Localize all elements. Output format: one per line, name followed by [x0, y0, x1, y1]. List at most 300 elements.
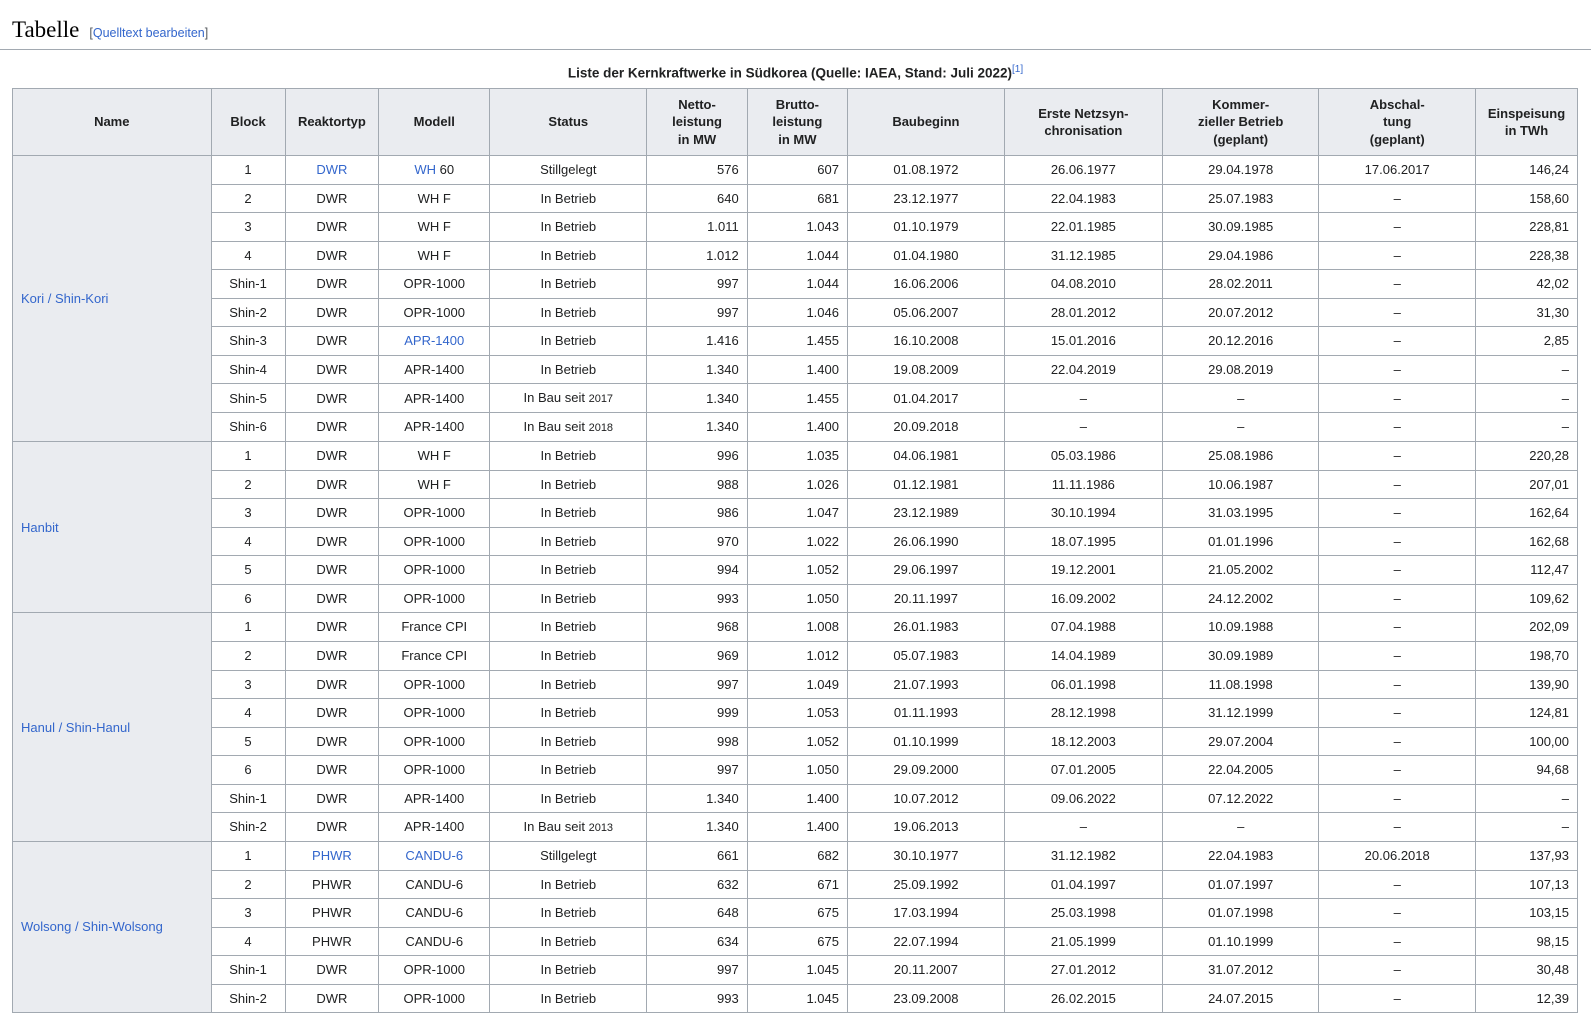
status-text: In Betrieb — [540, 276, 597, 292]
energy-supplied-cell: – — [1475, 784, 1577, 813]
construction-start-cell: 30.10.1977 — [848, 842, 1005, 871]
table-row — [13, 241, 1578, 270]
shutdown-cell: – — [1319, 270, 1476, 299]
block-cell: Shin-1 — [211, 956, 285, 985]
column-header-line: Reaktortyp — [297, 114, 366, 130]
gross-power-cell: 1.400 — [747, 813, 847, 842]
gross-power-cell: 682 — [747, 842, 847, 871]
status-text: In Betrieb — [540, 448, 597, 464]
reactor-type-cell: PHWR — [285, 899, 379, 928]
reactor-type-cell-link[interactable]: PHWR — [312, 848, 352, 864]
shutdown-cell: – — [1319, 556, 1476, 585]
energy-supplied-cell: 98,15 — [1475, 927, 1577, 956]
grid-connection-cell: 07.04.1988 — [1004, 613, 1162, 642]
gross-power-cell: 1.008 — [747, 613, 847, 642]
commercial-operation-cell: 24.07.2015 — [1162, 984, 1319, 1013]
commercial-operation-cell: 24.12.2002 — [1162, 584, 1319, 613]
table-header — [13, 89, 1578, 156]
status-cell — [490, 899, 647, 928]
shutdown-cell: – — [1319, 499, 1476, 528]
status-cell — [490, 927, 647, 956]
column-header-line: Block — [230, 114, 266, 130]
energy-supplied-cell: 207,01 — [1475, 470, 1577, 499]
grid-connection-cell: 28.12.1998 — [1004, 699, 1162, 728]
status-text: Stillgelegt — [540, 162, 597, 178]
table-row — [13, 613, 1578, 642]
reactor-type-cell[interactable] — [285, 842, 379, 871]
commercial-operation-cell: – — [1162, 413, 1319, 442]
shutdown-cell: – — [1319, 613, 1476, 642]
bracket-open: [ — [89, 26, 93, 40]
energy-supplied-cell: 42,02 — [1475, 270, 1577, 299]
commercial-operation-cell: 30.09.1989 — [1162, 641, 1319, 670]
construction-start-cell: 04.06.1981 — [848, 442, 1005, 471]
model-cell: OPR-1000 — [379, 298, 490, 327]
net-power-cell: 994 — [647, 556, 747, 585]
grid-connection-cell: 27.01.2012 — [1004, 956, 1162, 985]
net-power-cell: 998 — [647, 727, 747, 756]
reactor-type-cell: DWR — [285, 813, 379, 842]
block-cell: Shin-3 — [211, 327, 285, 356]
reactor-type-cell: DWR — [285, 584, 379, 613]
reactor-type-cell[interactable] — [285, 156, 379, 185]
construction-start-cell: 05.06.2007 — [848, 298, 1005, 327]
column-header-line: Status — [548, 114, 589, 130]
commercial-operation-cell: 22.04.1983 — [1162, 842, 1319, 871]
status-cell — [490, 156, 647, 185]
status-cell — [490, 241, 647, 270]
construction-start-cell: 26.06.1990 — [848, 527, 1005, 556]
model-cell: APR-1400 — [379, 813, 490, 842]
column-header — [1319, 89, 1476, 156]
net-power-cell: 997 — [647, 270, 747, 299]
table-row — [13, 499, 1578, 528]
block-cell: Shin-4 — [211, 355, 285, 384]
model-cell: OPR-1000 — [379, 270, 490, 299]
reactor-type-cell: DWR — [285, 613, 379, 642]
energy-supplied-cell: 30,48 — [1475, 956, 1577, 985]
construction-start-cell: 05.07.1983 — [848, 641, 1005, 670]
gross-power-cell: 671 — [747, 870, 847, 899]
gross-power-cell: 1.053 — [747, 699, 847, 728]
status-cell — [490, 956, 647, 985]
gross-power-cell: 1.047 — [747, 499, 847, 528]
status-text: Stillgelegt — [540, 848, 597, 864]
commercial-operation-cell: 25.08.1986 — [1162, 442, 1319, 471]
commercial-operation-cell: 07.12.2022 — [1162, 784, 1319, 813]
status-cell — [490, 756, 647, 785]
energy-supplied-cell: 202,09 — [1475, 613, 1577, 642]
plant-name-link[interactable]: Hanul / Shin-Hanul — [21, 719, 131, 735]
plant-name-link[interactable]: Kori / Shin-Kori — [21, 290, 109, 306]
energy-supplied-cell: 2,85 — [1475, 327, 1577, 356]
construction-start-cell: 20.11.2007 — [848, 956, 1005, 985]
shutdown-cell: – — [1319, 756, 1476, 785]
model-suffix: 60 — [436, 162, 455, 178]
reactor-type-cell: DWR — [285, 527, 379, 556]
net-power-cell: 576 — [647, 156, 747, 185]
net-power-cell: 1.340 — [647, 355, 747, 384]
gross-power-cell: 1.044 — [747, 241, 847, 270]
edit-source-label[interactable]: Quelltext bearbeiten — [92, 26, 205, 40]
grid-connection-cell: – — [1004, 413, 1162, 442]
status-year: 2017 — [588, 393, 614, 406]
plant-name-cell — [13, 613, 212, 842]
reactor-type-cell: DWR — [285, 413, 379, 442]
construction-start-cell: 17.03.1994 — [848, 899, 1005, 928]
construction-start-cell: 20.09.2018 — [848, 413, 1005, 442]
shutdown-cell: – — [1319, 870, 1476, 899]
commercial-operation-cell: 10.09.1988 — [1162, 613, 1319, 642]
construction-start-cell: 01.08.1972 — [848, 156, 1005, 185]
block-cell: 2 — [211, 641, 285, 670]
commercial-operation-cell: 29.04.1986 — [1162, 241, 1319, 270]
column-header — [13, 89, 212, 156]
block-cell: 2 — [211, 870, 285, 899]
table-caption — [12, 60, 1579, 89]
model-link[interactable]: CANDU-6 — [405, 848, 464, 864]
energy-supplied-cell: – — [1475, 384, 1577, 413]
model-cell: OPR-1000 — [379, 499, 490, 528]
net-power-cell: 970 — [647, 527, 747, 556]
gross-power-cell: 1.400 — [747, 784, 847, 813]
shutdown-cell: – — [1319, 184, 1476, 213]
model-cell: APR-1400 — [379, 784, 490, 813]
model-cell[interactable] — [379, 156, 490, 185]
status-cell — [490, 699, 647, 728]
gross-power-cell: 1.045 — [747, 956, 847, 985]
block-cell: Shin-1 — [211, 784, 285, 813]
status-cell — [490, 670, 647, 699]
construction-start-cell: 26.01.1983 — [848, 613, 1005, 642]
gross-power-cell: 1.050 — [747, 756, 847, 785]
commercial-operation-cell: 01.10.1999 — [1162, 927, 1319, 956]
model-cell: OPR-1000 — [379, 699, 490, 728]
grid-connection-cell: 25.03.1998 — [1004, 899, 1162, 928]
construction-start-cell: 16.06.2006 — [848, 270, 1005, 299]
block-cell: Shin-2 — [211, 984, 285, 1013]
energy-supplied-cell: 94,68 — [1475, 756, 1577, 785]
column-header-line: tung — [1383, 114, 1412, 130]
column-header-line: in MW — [778, 131, 817, 147]
energy-supplied-cell: 228,38 — [1475, 241, 1577, 270]
commercial-operation-cell: 28.02.2011 — [1162, 270, 1319, 299]
model-cell: WH F — [379, 213, 490, 242]
status-text: In Betrieb — [540, 505, 597, 521]
column-header-line: in MW — [677, 131, 717, 147]
section-heading — [0, 10, 1591, 50]
commercial-operation-cell: 20.12.2016 — [1162, 327, 1319, 356]
plant-name-cell — [13, 156, 212, 442]
table-row — [13, 899, 1578, 928]
gross-power-cell: 1.400 — [747, 413, 847, 442]
block-cell: 6 — [211, 756, 285, 785]
column-header-line: Erste Netzsyn- — [1038, 105, 1129, 121]
energy-supplied-cell: 162,68 — [1475, 527, 1577, 556]
grid-connection-cell: 16.09.2002 — [1004, 584, 1162, 613]
status-text: In Betrieb — [540, 304, 597, 320]
grid-connection-cell: – — [1004, 384, 1162, 413]
commercial-operation-cell: 01.01.1996 — [1162, 527, 1319, 556]
status-cell — [490, 413, 647, 442]
column-header-line: chronisation — [1044, 123, 1123, 139]
gross-power-cell: 1.044 — [747, 270, 847, 299]
reactor-type-cell: DWR — [285, 670, 379, 699]
net-power-cell: 969 — [647, 641, 747, 670]
grid-connection-cell: 31.12.1982 — [1004, 842, 1162, 871]
edit-source-link[interactable] — [89, 26, 208, 40]
status-text: In Betrieb — [540, 247, 597, 263]
status-text: In Betrieb — [540, 590, 597, 606]
grid-connection-cell: 31.12.1985 — [1004, 241, 1162, 270]
block-cell: 4 — [211, 241, 285, 270]
grid-connection-cell: – — [1004, 813, 1162, 842]
shutdown-cell: 17.06.2017 — [1319, 156, 1476, 185]
energy-supplied-cell: 112,47 — [1475, 556, 1577, 585]
reactor-type-cell: DWR — [285, 384, 379, 413]
table-row — [13, 842, 1578, 871]
net-power-cell: 999 — [647, 699, 747, 728]
commercial-operation-cell: 31.12.1999 — [1162, 699, 1319, 728]
plant-name-cell — [13, 442, 212, 613]
status-year: 2013 — [588, 822, 614, 835]
energy-supplied-cell: 107,13 — [1475, 870, 1577, 899]
model-cell: APR-1400 — [379, 413, 490, 442]
status-text: In Bau seit — [523, 419, 589, 435]
block-cell: Shin-2 — [211, 298, 285, 327]
model-cell[interactable] — [379, 842, 490, 871]
construction-start-cell: 22.07.1994 — [848, 927, 1005, 956]
block-cell: 4 — [211, 927, 285, 956]
commercial-operation-cell: 21.05.2002 — [1162, 556, 1319, 585]
reactor-type-cell-link[interactable]: DWR — [316, 162, 348, 178]
status-text: In Betrieb — [540, 733, 597, 749]
status-cell — [490, 298, 647, 327]
model-cell[interactable] — [379, 327, 490, 356]
column-header — [211, 89, 285, 156]
shutdown-cell: – — [1319, 670, 1476, 699]
table-header-row — [13, 89, 1578, 156]
column-header-line: zieller Betrieb — [1198, 114, 1284, 130]
status-cell — [490, 213, 647, 242]
status-text: In Betrieb — [540, 762, 597, 778]
table-row — [13, 527, 1578, 556]
shutdown-cell: – — [1319, 384, 1476, 413]
bracket-close: ] — [204, 26, 209, 40]
column-header — [1475, 89, 1577, 156]
gross-power-cell: 1.052 — [747, 727, 847, 756]
shutdown-cell: – — [1319, 699, 1476, 728]
block-cell: 3 — [211, 899, 285, 928]
shutdown-cell: 20.06.2018 — [1319, 842, 1476, 871]
gross-power-cell: 675 — [747, 899, 847, 928]
model-cell: OPR-1000 — [379, 556, 490, 585]
reactor-type-cell: DWR — [285, 984, 379, 1013]
table-row — [13, 213, 1578, 242]
column-header-line: Kommer- — [1212, 96, 1270, 112]
net-power-cell: 1.416 — [647, 327, 747, 356]
reactor-type-cell: DWR — [285, 241, 379, 270]
reactor-type-cell: DWR — [285, 355, 379, 384]
energy-supplied-cell: 139,90 — [1475, 670, 1577, 699]
reactor-type-cell: DWR — [285, 727, 379, 756]
model-link[interactable]: WH — [414, 162, 437, 178]
status-text: In Betrieb — [540, 790, 597, 806]
shutdown-cell: – — [1319, 899, 1476, 928]
table-row — [13, 442, 1578, 471]
reactor-type-cell: DWR — [285, 442, 379, 471]
block-cell: 4 — [211, 699, 285, 728]
model-cell: OPR-1000 — [379, 756, 490, 785]
status-text: In Betrieb — [540, 876, 597, 892]
commercial-operation-cell: 01.07.1997 — [1162, 870, 1319, 899]
gross-power-cell: 607 — [747, 156, 847, 185]
reactor-type-cell: DWR — [285, 699, 379, 728]
status-cell — [490, 584, 647, 613]
net-power-cell: 634 — [647, 927, 747, 956]
construction-start-cell: 29.09.2000 — [848, 756, 1005, 785]
shutdown-cell: – — [1319, 298, 1476, 327]
model-cell: OPR-1000 — [379, 727, 490, 756]
commercial-operation-cell: 25.07.1983 — [1162, 184, 1319, 213]
construction-start-cell: 21.07.1993 — [848, 670, 1005, 699]
reactor-type-cell: DWR — [285, 556, 379, 585]
grid-connection-cell: 21.05.1999 — [1004, 927, 1162, 956]
construction-start-cell: 01.10.1999 — [848, 727, 1005, 756]
table-row — [13, 298, 1578, 327]
status-text: In Betrieb — [540, 933, 597, 949]
column-header — [285, 89, 379, 156]
model-cell: CANDU-6 — [379, 899, 490, 928]
block-cell: 1 — [211, 613, 285, 642]
energy-supplied-cell: 162,64 — [1475, 499, 1577, 528]
status-year: 2018 — [588, 422, 614, 435]
block-cell: Shin-1 — [211, 270, 285, 299]
shutdown-cell: – — [1319, 727, 1476, 756]
plant-name-link[interactable]: Wolsong / Shin-Wolsong — [21, 919, 163, 935]
table-row — [13, 727, 1578, 756]
model-cell: OPR-1000 — [379, 984, 490, 1013]
plant-name-link[interactable]: Hanbit — [21, 519, 59, 535]
model-cell: OPR-1000 — [379, 527, 490, 556]
table-row — [13, 641, 1578, 670]
gross-power-cell: 1.455 — [747, 327, 847, 356]
column-header-line: (geplant) — [1213, 131, 1269, 147]
net-power-cell: 988 — [647, 470, 747, 499]
net-power-cell: 993 — [647, 584, 747, 613]
article-page — [0, 10, 1591, 1013]
table-row — [13, 956, 1578, 985]
table-row — [13, 556, 1578, 585]
reactor-type-cell: DWR — [285, 499, 379, 528]
gross-power-cell: 1.043 — [747, 213, 847, 242]
model-cell: OPR-1000 — [379, 956, 490, 985]
net-power-cell: 1.012 — [647, 241, 747, 270]
construction-start-cell: 19.08.2009 — [848, 355, 1005, 384]
status-cell — [490, 641, 647, 670]
page-title: Tabelle — [12, 17, 80, 42]
status-cell — [490, 270, 647, 299]
grid-connection-cell: 30.10.1994 — [1004, 499, 1162, 528]
status-cell — [490, 870, 647, 899]
construction-start-cell: 23.12.1977 — [848, 184, 1005, 213]
energy-supplied-cell: 220,28 — [1475, 442, 1577, 471]
gross-power-cell: 1.052 — [747, 556, 847, 585]
status-text: In Betrieb — [540, 962, 597, 978]
column-header-line: leistung — [672, 114, 722, 130]
status-text: In Betrieb — [540, 676, 597, 692]
shutdown-cell: – — [1319, 442, 1476, 471]
gross-power-cell: 1.035 — [747, 442, 847, 471]
net-power-cell: 993 — [647, 984, 747, 1013]
model-cell: OPR-1000 — [379, 670, 490, 699]
model-cell: OPR-1000 — [379, 584, 490, 613]
column-header — [490, 89, 647, 156]
status-text: In Betrieb — [540, 705, 597, 721]
energy-supplied-cell: 158,60 — [1475, 184, 1577, 213]
construction-start-cell: 19.06.2013 — [848, 813, 1005, 842]
grid-connection-cell: 15.01.2016 — [1004, 327, 1162, 356]
commercial-operation-cell: – — [1162, 384, 1319, 413]
block-cell: 3 — [211, 670, 285, 699]
plant-name-cell — [13, 842, 212, 1013]
commercial-operation-cell: 29.08.2019 — [1162, 355, 1319, 384]
table-row — [13, 413, 1578, 442]
net-power-cell: 986 — [647, 499, 747, 528]
column-header-line: (geplant) — [1369, 131, 1425, 147]
commercial-operation-cell: 29.04.1978 — [1162, 156, 1319, 185]
status-cell — [490, 842, 647, 871]
construction-start-cell: 01.11.1993 — [848, 699, 1005, 728]
table-row — [13, 699, 1578, 728]
net-power-cell: 1.011 — [647, 213, 747, 242]
energy-supplied-cell: 198,70 — [1475, 641, 1577, 670]
reactor-type-cell: DWR — [285, 327, 379, 356]
net-power-cell: 968 — [647, 613, 747, 642]
column-header-line: leistung — [772, 114, 823, 130]
commercial-operation-cell: 01.07.1998 — [1162, 899, 1319, 928]
reactor-type-cell: PHWR — [285, 870, 379, 899]
construction-start-cell: 29.06.1997 — [848, 556, 1005, 585]
shutdown-cell: – — [1319, 241, 1476, 270]
construction-start-cell: 10.07.2012 — [848, 784, 1005, 813]
status-text: In Betrieb — [540, 361, 597, 377]
table-row — [13, 927, 1578, 956]
energy-supplied-cell: 137,93 — [1475, 842, 1577, 871]
energy-supplied-cell: 228,81 — [1475, 213, 1577, 242]
construction-start-cell: 01.12.1981 — [848, 470, 1005, 499]
column-header — [647, 89, 747, 156]
shutdown-cell: – — [1319, 213, 1476, 242]
column-header-line: Einspeisung — [1487, 105, 1566, 121]
block-cell: 3 — [211, 499, 285, 528]
net-power-cell: 997 — [647, 670, 747, 699]
model-cell: WH F — [379, 442, 490, 471]
grid-connection-cell: 28.01.2012 — [1004, 298, 1162, 327]
net-power-cell: 1.340 — [647, 784, 747, 813]
grid-connection-cell: 19.12.2001 — [1004, 556, 1162, 585]
energy-supplied-cell: 124,81 — [1475, 699, 1577, 728]
model-link[interactable]: APR-1400 — [404, 333, 465, 349]
reference-link[interactable]: [1] — [1012, 63, 1024, 75]
reactor-type-cell: DWR — [285, 184, 379, 213]
construction-start-cell: 23.09.2008 — [848, 984, 1005, 1013]
table-caption-text: Liste der Kernkraftwerke in Südkorea (Quelle: IAEA, Stand: Juli 2022) — [567, 65, 1012, 81]
construction-start-cell: 01.04.1980 — [848, 241, 1005, 270]
grid-connection-cell: 14.04.1989 — [1004, 641, 1162, 670]
gross-power-cell: 1.046 — [747, 298, 847, 327]
gross-power-cell: 1.026 — [747, 470, 847, 499]
